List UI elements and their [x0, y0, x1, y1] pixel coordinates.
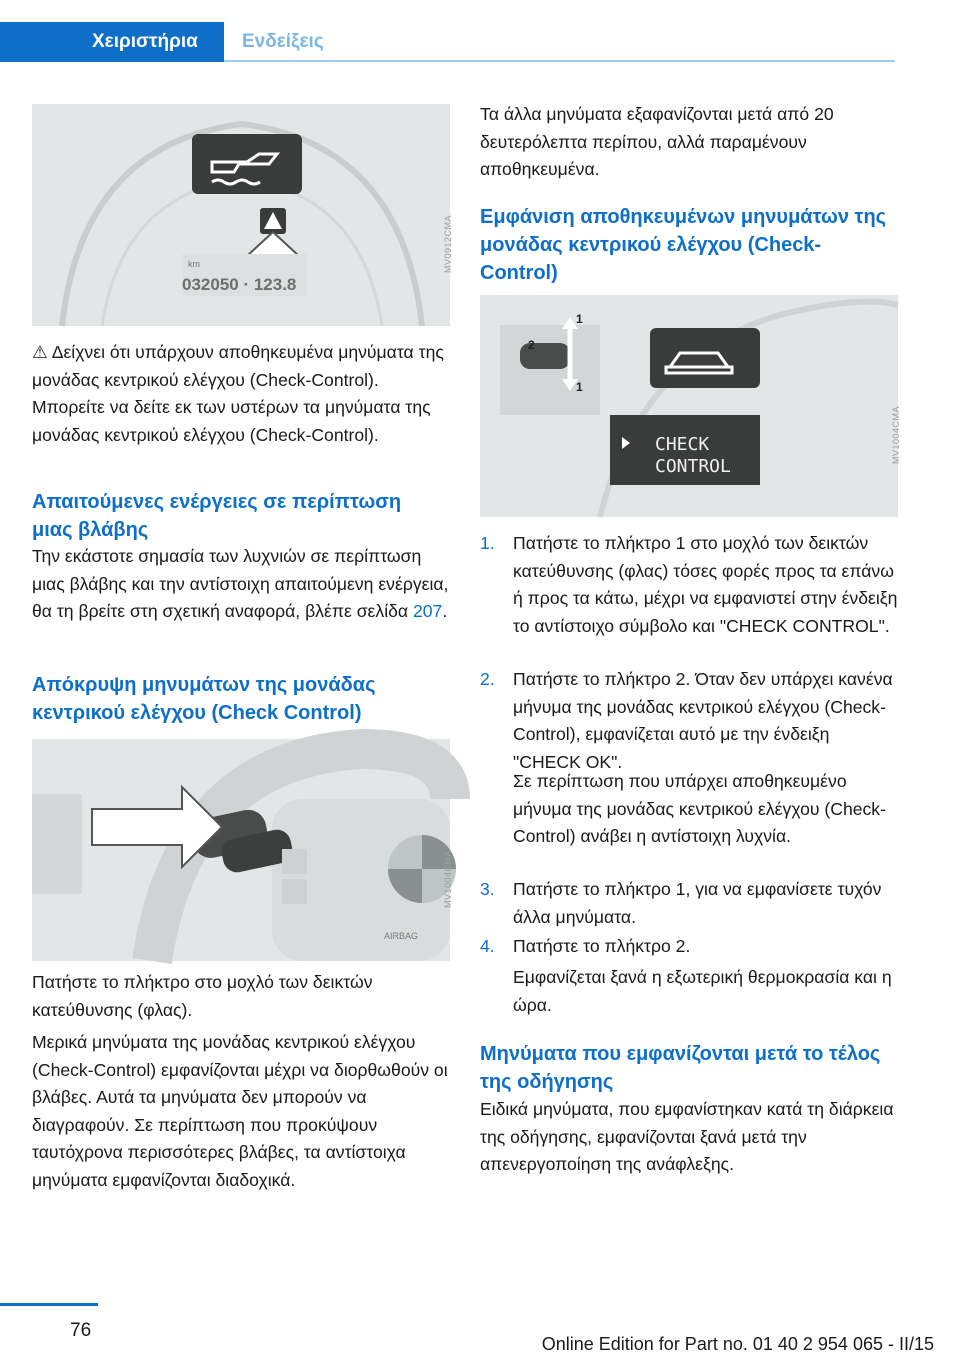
odometer-unit: km [188, 259, 200, 269]
figure-code: MV0912CMA [443, 215, 453, 274]
warning-description: ⚠ Δείχνει ότι υπάρχουν αποθηκευμένα μηνύματα της μονάδας κεντρικού ελέγχου (Check-Control). Μπορείτε να δείτε εκ των υστέρων τα μηνύματα της μονάδας κεντρικού ελέγχου (Check-Control). [32, 342, 444, 445]
step-2-extra: Σε περίπτωση που υπάρχει αποθηκευμένο μήνυμα της μονάδας κεντρικού ελέγχου (Check-Control) ανάβει η αντίστοιχη λυχνία. [513, 771, 886, 846]
step-3-text: Πατήστε το πλήκτρο 1, για να εμφανίσετε τυχόν άλλα μηνύματα. [513, 879, 882, 927]
figure-check-control-display [480, 295, 901, 517]
heading-display-stored: Εμφάνιση αποθηκευμένων μηνυμάτων της μονάδας κεντρικού ελέγχου (Check-Control) [480, 206, 887, 284]
heading-required-actions: Απαιτούμενες ενέργειες σε περίπτωση μιας βλάβης [32, 491, 402, 541]
airbag-label: AIRBAG [384, 931, 419, 941]
check-control-illustration [480, 295, 898, 517]
persistent-messages-text: Μερικά μηνύματα της μονάδας κεντρικού ελέγχου (Check-Control) εμφανίζονται μέχρι να διορθωθούν οι βλάβες. Αυτά τα μηνύματα δεν μπορούν να διαγραφούν. Σε περίπτωση που προκύψουν ταυτόχρονα περισσότερες βλάβες, τα αντίστοιχα μηνύματα εμφανίζονται διαδοχικά. [32, 1032, 448, 1190]
messages-disappear-text: Τα άλλα μηνύματα εξαφανίζονται μετά από 20 δευτερόλεπτα περίπου, αλλά παραμένουν αποθηκευμένα. [480, 104, 834, 179]
steering-lever-illustration [32, 739, 450, 961]
heading-hide-messages: Απόκρυψη μηνυμάτων της μονάδας κεντρικού ελέγχου (Check Control) [32, 674, 376, 724]
step-4-text: Πατήστε το πλήκτρο 2. [513, 936, 691, 956]
odometer-readout: 032050 · 123.8 [182, 275, 297, 294]
figure-code: MV1004CMA [891, 406, 901, 465]
step-number: 2. [480, 669, 495, 689]
step-number: 1. [480, 533, 495, 553]
footer-rule [0, 1303, 98, 1306]
instrument-cluster-illustration [32, 104, 450, 326]
tab-underline [224, 60, 895, 62]
label-key-1b: 1 [576, 380, 583, 394]
heading-after-driving: Μηνύματα που εμφανίζονται μετά το τέλος της οδήγησης [480, 1043, 881, 1093]
after-driving-text: Ειδικά μηνύματα, που εμφανίστηκαν κατά τη διάρκεια της οδήγησης, εμφανίζονται ξανά μετά την απενεργοποίηση της ανάφλεξης. [480, 1099, 894, 1174]
figure-steering-lever [32, 739, 453, 961]
page-number: 76 [70, 1320, 92, 1341]
required-actions-text [32, 543, 450, 626]
step-1-text: Πατήστε το πλήκτρο 1 στο μοχλό των δεικτών κατεύθυνσης (φλας) τόσες φορές προς τα επάνω ή προς τα κάτω, μέχρι να εμφανιστεί στην ένδειξη το αντίστοιχο σύμβολο και "CHECK CONTROL". [513, 533, 898, 636]
step-number: 4. [480, 936, 495, 956]
display-check: CHECK [655, 434, 710, 455]
tab-controls[interactable]: Χειριστήρια [0, 22, 224, 62]
step-4-extra: Εμφανίζεται ξανά η εξωτερική θερμοκρασία και η ώρα. [513, 967, 892, 1015]
label-key-2: 2 [528, 338, 535, 352]
tab-displays[interactable]: Ενδείξεις [242, 31, 324, 52]
figure-code: MV1004CMA [443, 850, 453, 909]
step-number: 3. [480, 879, 495, 899]
step-2-text: Πατήστε το πλήκτρο 2. Όταν δεν υπάρχει κανένα μήνυμα της μονάδας κεντρικού ελέγχου (Check-Control), εμφανίζεται αυτό με την ένδειξη "CHECK OK". [513, 669, 893, 772]
header-tabs [0, 22, 895, 64]
label-key-1: 1 [576, 312, 583, 326]
figure-instrument-cluster [32, 104, 453, 326]
edition-footer: Online Edition for Part no. 01 40 2 954 065 - II/15 [541, 1334, 934, 1354]
press-lever-text: Πατήστε το πλήκτρο στο μοχλό των δεικτών κατεύθυνσης (φλας). [32, 972, 373, 1020]
required-actions-body: Την εκάστοτε σημασία των λυχνιών σε περίπτωση μιας βλάβης και την αντίστοιχη απαιτούμενη ενέργεια, θα τη βρείτε στη σχετική αναφορά, βλέπε σελίδα [32, 546, 449, 621]
display-control: CONTROL [655, 456, 731, 477]
sentence-end: . [442, 601, 448, 621]
page-reference-link[interactable]: 207 [412, 601, 443, 621]
